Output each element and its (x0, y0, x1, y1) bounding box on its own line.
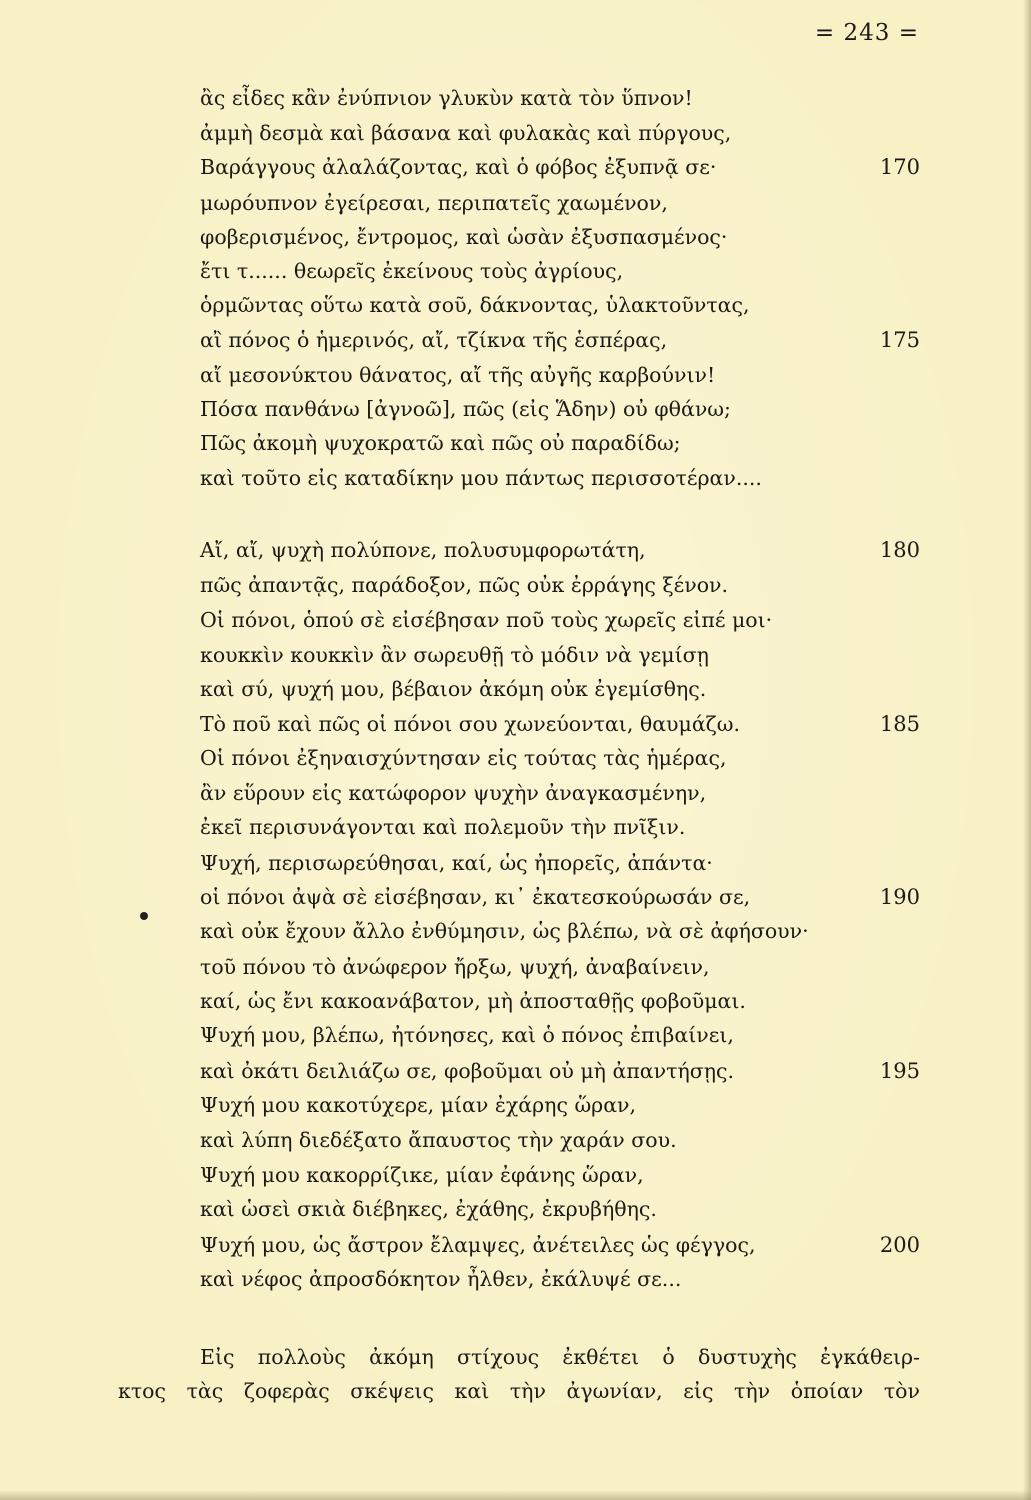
verse-line: ἂς εἶδες κἂν ἐνύπνιον γλυκὺν κατὰ τὸν ὕπνον! (200, 86, 693, 110)
verse-line: Βαράγγους ἀλαλάζοντας, καὶ ὁ φόβος ἐξυπνᾷ σε· (200, 155, 717, 179)
verse-line: φοβερισμένος, ἔντρομος, καὶ ὡσὰν ἐξυσπασμένος· (200, 225, 728, 249)
verse-line: οἱ πόνοι ἀψὰ σὲ εἰσέβησαν, κι᾿ ἐκατεσκούρωσάν σε, (200, 885, 751, 909)
prose-line: Εἰς πολλοὺς ἀκόμη στίχους ἐκθέτει ὁ δυστυχὴς ἐγκάθειρ- (200, 1345, 920, 1369)
verse-line: Ψυχή μου, ὡς ἄστρον ἔλαμψες, ἀνέτειλες ὡς φέγγος, (200, 1233, 756, 1257)
verse-line: καὶ τοῦτο εἰς καταδίκην μου πάντως περισσοτέραν.... (200, 466, 762, 490)
verse-line: ἀμμὴ δεσμὰ καὶ βάσανα καὶ φυλακὰς καὶ πύργους, (200, 121, 732, 145)
line-number: 190 (879, 885, 920, 909)
verse-line: ὁρμῶντας οὕτω κατὰ σοῦ, δάκνοντας, ὑλακτοῦντας, (200, 293, 750, 317)
verse-line: καὶ νέφος ἀπροσδόκητον ἦλθεν, ἐκάλυψέ σε... (200, 1267, 682, 1291)
verse-line: Πόσα πανθάνω [ἀγνοῶ], πῶς (εἰς Ἅδην) οὐ φθάνω; (200, 397, 731, 421)
verse-line: καί, ὡς ἔνι κακοανάβατον, μὴ ἀποσταθῇς φοβοῦμαι. (200, 989, 746, 1013)
verse-line: καὶ σύ, ψυχή μου, βέβαιον ἀκόμη οὐκ ἐγεμίσθης. (200, 677, 707, 701)
verse-line: Πῶς ἀκομὴ ψυχοκρατῶ καὶ πῶς οὐ παραδίδω; (200, 431, 681, 455)
verse-line: καὶ λύπη διεδέξατο ἄπαυστος τὴν χαράν σου. (200, 1128, 677, 1152)
verse-line: μωρόυπνον ἐγείρεσαι, περιπατεῖς χαωμένον, (200, 191, 668, 215)
line-number: 185 (879, 712, 920, 736)
page-number: = 243 = (814, 20, 919, 46)
verse-line: ἐκεῖ περισυνάγονται καὶ πολεμοῦν τὴν πνῖξιν. (200, 815, 686, 839)
verse-line: Αἴ, αἴ, ψυχὴ πολύπονε, πολυσυμφορωτάτη, (200, 538, 646, 562)
verse-line: αἲ πόνος ὁ ἡμερινός, αἴ, τζίκνα τῆς ἑσπέρας, (200, 328, 668, 352)
verse-line: πῶς ἀπαντᾷς, παράδοξον, πῶς οὐκ ἐρράγης ξένον. (200, 573, 729, 597)
verse-line: Οἱ πόνοι, ὁπού σὲ εἰσέβησαν ποῦ τοὺς χωρεῖς εἰπέ μοι· (200, 608, 773, 632)
margin-dot (140, 912, 148, 920)
verse-line: ἂν εὕρουν εἰς κατώφορον ψυχὴν ἀναγκασμένην, (200, 781, 707, 805)
line-number: 200 (879, 1233, 920, 1257)
verse-line: καὶ ὀκάτι δειλιάζω σε, φοβοῦμαι οὐ μὴ ἀπαντήσῃς. (200, 1059, 735, 1083)
line-number: 175 (879, 328, 920, 352)
prose-line: κτος τὰς ζοφερὰς σκέψεις καὶ τὴν ἀγωνίαν, εἰς τὴν ὁποίαν τὸν (118, 1379, 920, 1403)
line-number: 180 (879, 538, 920, 562)
verse-line: Τὸ ποῦ καὶ πῶς οἱ πόνοι σου χωνεύονται, θαυμάζω. (200, 712, 741, 736)
verse-line: τοῦ πόνου τὸ ἀνώφερον ἤρξω, ψυχή, ἀναβαίνειν, (200, 955, 710, 979)
verse-line: καὶ ὡσεὶ σκιὰ διέβηκες, ἐχάθης, ἐκρυβήθης. (200, 1197, 657, 1221)
verse-line: Οἱ πόνοι ἐξηναισχύντησαν εἰς τούτας τὰς ἡμέρας, (200, 746, 727, 770)
verse-line: Ψυχή μου κακορρίζικε, μίαν ἐφάνης ὥραν, (200, 1163, 644, 1187)
verse-line: ἔτι τ...... θεωρεῖς ἐκείνους τοὺς ἀγρίους, (200, 259, 624, 283)
line-number: 170 (879, 155, 920, 179)
line-number: 195 (879, 1059, 920, 1083)
verse-line: αἴ μεσονύκτου θάνατος, αἴ τῆς αὐγῆς καρβούνιν! (200, 363, 716, 387)
page-edge-shadow (0, 1490, 1031, 1500)
verse-line: Ψυχή μου, βλέπω, ἠτόνησες, καὶ ὁ πόνος ἐπιβαίνει, (200, 1023, 734, 1047)
verse-line: καὶ οὐκ ἔχουν ἄλλο ἐνθύμησιν, ὡς βλέπω, νὰ σὲ ἀφήσουν· (200, 919, 809, 943)
verse-line: κουκκὶν κουκκὶν ἂν σωρευθῇ τὸ μόδιν νὰ γεμίσῃ (200, 643, 709, 667)
verse-line: Ψυχή, περισωρεύθησαι, καί, ὡς ἠπορεῖς, ἀπάντα· (200, 851, 713, 875)
verse-line: Ψυχή μου κακοτύχερε, μίαν ἐχάρης ὥραν, (200, 1093, 637, 1117)
page-edge-shadow (1023, 0, 1031, 1500)
